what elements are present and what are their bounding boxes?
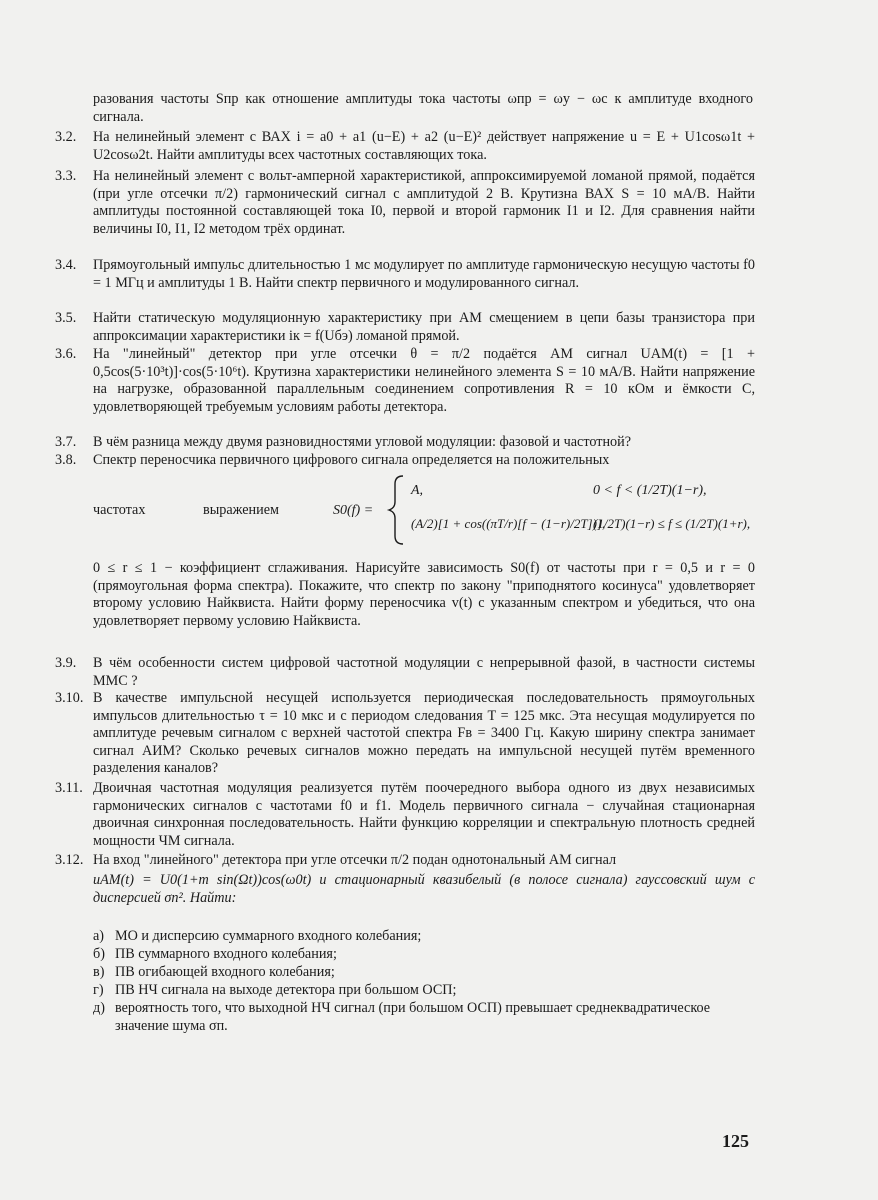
problem-3-11 <box>55 780 755 850</box>
task-text: ПВ огибающей входного колебания; <box>115 964 335 980</box>
problem-3-7 <box>55 434 755 452</box>
task-item-c <box>93 964 755 982</box>
problem-number: 3.3. <box>55 168 77 184</box>
problem-text: Спектр переносчика первичного цифрового сигнала определяется на положительных <box>93 452 610 468</box>
case-2-condition: (1/2T)(1−r) ≤ f ≤ (1/2T)(1+r), <box>593 516 751 531</box>
task-item-e <box>93 1000 755 1035</box>
problem-3-12-continuation: uАМ(t) = U0(1+m sin(Ωt))cos(ω0t) и стационарный квазибелый (в полосе сигнала) гауссовский шум с дисперсией σп². Найти: <box>93 872 755 906</box>
spectrum-formula <box>333 470 773 550</box>
problem-number: 3.5. <box>55 310 77 326</box>
problem-number: 3.10. <box>55 690 84 706</box>
problem-number: 3.4. <box>55 257 77 273</box>
problem-text: Найти статическую модуляционную характеристику при АМ смещением в цепи базы транзистора при аппроксимации характеристики iк = f(Uбэ) ломаной прямой. <box>93 310 755 344</box>
problem-number: 3.11. <box>55 780 83 796</box>
problem-number: 3.2. <box>55 129 77 145</box>
problem-text: В чём разница между двумя разновидностями угловой модуляции: фазовой и частотной? <box>93 434 632 450</box>
case-2-expression: (A/2)[1 + cos((πT/r)[f − (1−r)/2T])], <box>411 516 606 531</box>
problem-3-6 <box>55 346 755 416</box>
formula-row <box>93 470 773 550</box>
problem-3-2 <box>55 129 755 164</box>
case-1-condition: 0 < f < (1/2T)(1−r), <box>593 483 707 498</box>
problem-3-3 <box>55 168 755 238</box>
formula-lead-word: выражением <box>203 502 279 518</box>
task-text: ПВ суммарного входного колебания; <box>115 946 337 962</box>
problem-number: 3.7. <box>55 434 77 450</box>
problem-text: На нелинейный элемент с вольт-амперной характеристикой, аппроксимируемой ломаной прямой, подаётся (при угле отсечки π/2) гармонический сигнал с амплитудой 2 В. Крутизна ВАХ S = 10 мА/В. Найти амплитуды постоянной составляющей тока I0, первой и второй гармоник I1 и I2. Для сравнения найти величины I0, I1, I2 методом трёх ординат. <box>93 168 755 237</box>
task-marker: а) <box>93 928 105 944</box>
problem-number: 3.6. <box>55 346 77 362</box>
problem-number: 3.12. <box>55 852 84 868</box>
problem-text: Прямоугольный импульс длительностью 1 мс модулирует по амплитуде гармоническую несущую частоты f0 = 1 МГц и амплитуды 1 В. Найти спектр первичного и модулированного сигнал. <box>93 257 755 291</box>
task-item-d <box>93 982 755 1000</box>
task-text: ПВ НЧ сигнала на выходе детектора при большом ОСП; <box>115 982 457 998</box>
problem-text: В качестве импульсной несущей используется периодическая последовательность прямоугольных импульсов длительностью τ = 10 мкс и с периодом следования T = 125 мкс. Эта несущая модулируется по амплитуде речевым сигналом с верхней частотой спектра Fв = 3400 Гц. Какую ширину спектра занимает сигнал АИМ? Сколько речевых сигналов можно передать на импульсной несущей путём временного разделения каналов? <box>93 690 755 776</box>
problem-number: 3.9. <box>55 655 77 671</box>
problem-number: 3.8. <box>55 452 77 468</box>
problem-text: На "линейный" детектор при угле отсечки θ = π/2 подаётся АМ сигнал UАМ(t) = [1 + 0,5cos(5·10³t)]·cos(5·10⁶t). Крутизна характеристики нелинейного элемента S = 10 мА/В. Найти напряжение на нагрузке, образованной параллельным соединением сопротивления R = 10 кОм и ёмкости C, удовлетворяющей требуемым условиям работы детектора. <box>93 346 755 415</box>
problem-text: Двоичная частотная модуляция реализуется путём поочередного выбора одного из двух независимых гармонических сигналов с частотами f0 и f1. Модель первичного сигнала − случайная стационарная двоичная синхронная последовательность. Найти функцию корреляции и спектральную плотность средней мощности ЧМ сигнала. <box>93 780 755 849</box>
problem-text: На вход "линейного" детектора при угле отсечки π/2 подан однотональный АМ сигнал <box>93 852 617 868</box>
task-marker: г) <box>93 982 104 998</box>
formula-lead-word: частотах <box>93 502 146 518</box>
task-text: МО и дисперсию суммарного входного колебания; <box>115 928 422 944</box>
task-marker: в) <box>93 964 105 980</box>
problem-3-12 <box>55 852 755 870</box>
problem-3-8 <box>55 452 755 470</box>
page-number: 125 <box>722 1131 749 1151</box>
task-marker: б) <box>93 946 105 962</box>
formula-lhs: S0(f) = <box>333 503 374 518</box>
task-item-a <box>93 928 755 946</box>
task-text: вероятность того, что выходной НЧ сигнал (при большом ОСП) превышает среднеквадратическое значение шума σп. <box>115 1000 711 1034</box>
task-item-b <box>93 946 755 964</box>
intro-paragraph: разования частоты Sпр как отношение амплитуды тока частоты ωпр = ωу − ωс к амплитуде входного сигнала. <box>93 91 753 125</box>
case-1-expression: A, <box>411 483 424 498</box>
problem-text: В чём особенности систем цифровой частотной модуляции с непрерывной фазой, в частности системы MMC ? <box>93 655 755 689</box>
left-brace <box>389 476 403 544</box>
problem-3-9 <box>55 655 755 690</box>
problem-3-10 <box>55 690 755 778</box>
problem-3-8-continuation: 0 ≤ r ≤ 1 − коэффициент сглаживания. Нарисуйте зависимость S0(f) от частоты при r = 0,5 и r = 0 (прямоугольная форма спектра). Покажите, что спектр по закону "приподнятого косинуса" удовлетворяет второму условию Найквиста. Найти форму переносчика v(t) с указанным спектром и убедиться, что она удовлетворяет первому условию Найквиста. <box>93 560 755 629</box>
problem-text: На нелинейный элемент с ВАХ i = a0 + a1 (u−E) + a2 (u−E)² действует напряжение u = E + U1cosω1t + U2cosω2t. Найти амплитуды всех частотных составляющих тока. <box>93 129 755 163</box>
task-marker: д) <box>93 1000 105 1016</box>
problem-3-4 <box>55 257 755 292</box>
problem-3-5 <box>55 310 755 345</box>
